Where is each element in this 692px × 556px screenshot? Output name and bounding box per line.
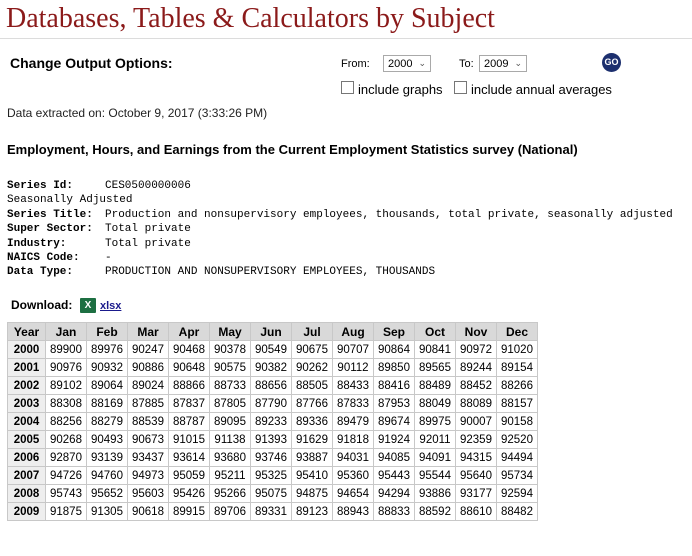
- data-extracted-text: Data extracted on: October 9, 2017 (3:33:26 PM): [7, 106, 268, 120]
- value-cell: 90112: [333, 359, 374, 377]
- value-cell: 88279: [87, 413, 128, 431]
- to-year-select[interactable]: [479, 55, 527, 72]
- value-cell: 95266: [210, 485, 251, 503]
- value-cell: 91138: [210, 431, 251, 449]
- value-cell: 88089: [456, 395, 497, 413]
- value-cell: 93887: [292, 449, 333, 467]
- chevron-down-icon: ⌄: [418, 58, 426, 68]
- value-cell: 90158: [497, 413, 538, 431]
- value-cell: 95075: [251, 485, 292, 503]
- value-cell: 89064: [87, 377, 128, 395]
- value-cell: 90648: [169, 359, 210, 377]
- value-cell: 93886: [415, 485, 456, 503]
- value-cell: 95059: [169, 467, 210, 485]
- to-label: To:: [459, 58, 474, 70]
- value-cell: 88049: [415, 395, 456, 413]
- seasonal-row: [7, 193, 673, 207]
- value-cell: 88489: [415, 377, 456, 395]
- include-annual-averages-label: include annual averages: [471, 82, 612, 97]
- value-cell: 90247: [128, 341, 169, 359]
- industry-row: [7, 237, 673, 251]
- value-cell: 94494: [497, 449, 538, 467]
- include-graphs-checkbox[interactable]: [341, 81, 354, 94]
- meta-value: Total private: [105, 223, 191, 236]
- to-year-value: 2009: [484, 58, 509, 70]
- download-label: Download:: [11, 298, 73, 312]
- value-cell: 93680: [210, 449, 251, 467]
- column-header-dec: Dec: [497, 323, 538, 341]
- value-cell: 92520: [497, 431, 538, 449]
- value-cell: 90575: [210, 359, 251, 377]
- value-cell: 89336: [292, 413, 333, 431]
- value-cell: 92359: [456, 431, 497, 449]
- row-year-cell: 2004: [8, 413, 46, 431]
- title-divider: [0, 38, 692, 39]
- value-cell: 94726: [46, 467, 87, 485]
- value-cell: 91305: [87, 503, 128, 521]
- meta-value: Total private: [105, 237, 191, 250]
- from-year-value: 2000: [388, 58, 413, 70]
- value-cell: 95426: [169, 485, 210, 503]
- value-cell: 88610: [456, 503, 497, 521]
- value-cell: 93746: [251, 449, 292, 467]
- column-header-aug: Aug: [333, 323, 374, 341]
- value-cell: 93614: [169, 449, 210, 467]
- value-cell: 94875: [292, 485, 333, 503]
- row-year-cell: 2005: [8, 431, 46, 449]
- data-table: [7, 322, 538, 521]
- meta-key: Series Id:: [7, 180, 74, 192]
- value-cell: 95603: [128, 485, 169, 503]
- meta-value: Seasonally Adjusted: [7, 194, 133, 207]
- change-output-options-label: Change Output Options:: [10, 55, 173, 71]
- value-cell: 88733: [210, 377, 251, 395]
- value-cell: 88452: [456, 377, 497, 395]
- column-header-may: May: [210, 323, 251, 341]
- value-cell: 88433: [333, 377, 374, 395]
- value-cell: 95410: [292, 467, 333, 485]
- value-cell: 88482: [497, 503, 538, 521]
- value-cell: 89095: [210, 413, 251, 431]
- value-cell: 94091: [415, 449, 456, 467]
- meta-key: Industry:: [7, 237, 67, 250]
- value-cell: 88266: [497, 377, 538, 395]
- column-header-sep: Sep: [374, 323, 415, 341]
- data-type-row: [7, 265, 673, 279]
- value-cell: 95544: [415, 467, 456, 485]
- survey-title: Employment, Hours, and Earnings from the Current Employment Statistics survey (National): [7, 142, 578, 157]
- value-cell: 90382: [251, 359, 292, 377]
- value-cell: 88833: [374, 503, 415, 521]
- row-year-cell: 2007: [8, 467, 46, 485]
- column-header-apr: Apr: [169, 323, 210, 341]
- chevron-down-icon: ⌄: [514, 58, 522, 68]
- value-cell: 87885: [128, 395, 169, 413]
- column-header-year: Year: [8, 323, 46, 341]
- series-metadata: [7, 179, 673, 280]
- meta-value: Production and nonsupervisory employees, thousands, total private, seasonally adjusted: [105, 208, 673, 221]
- value-cell: 88943: [333, 503, 374, 521]
- table-row: [8, 449, 538, 467]
- value-cell: 89915: [169, 503, 210, 521]
- value-cell: 90675: [292, 341, 333, 359]
- column-header-feb: Feb: [87, 323, 128, 341]
- from-label: From:: [341, 58, 370, 70]
- value-cell: 92011: [415, 431, 456, 449]
- value-cell: 91818: [333, 431, 374, 449]
- value-cell: 88416: [374, 377, 415, 395]
- value-cell: 93177: [456, 485, 497, 503]
- value-cell: 87790: [251, 395, 292, 413]
- value-cell: 89024: [128, 377, 169, 395]
- value-cell: 90493: [87, 431, 128, 449]
- value-cell: 91924: [374, 431, 415, 449]
- column-header-nov: Nov: [456, 323, 497, 341]
- table-row: [8, 485, 538, 503]
- value-cell: 90468: [169, 341, 210, 359]
- row-year-cell: 2001: [8, 359, 46, 377]
- value-cell: 88308: [46, 395, 87, 413]
- value-cell: 89900: [46, 341, 87, 359]
- value-cell: 91015: [169, 431, 210, 449]
- value-cell: 94315: [456, 449, 497, 467]
- value-cell: 89102: [46, 377, 87, 395]
- value-cell: 87953: [374, 395, 415, 413]
- table-row: [8, 467, 538, 485]
- value-cell: 88505: [292, 377, 333, 395]
- value-cell: 95443: [374, 467, 415, 485]
- value-cell: 88256: [46, 413, 87, 431]
- value-cell: 95652: [87, 485, 128, 503]
- row-year-cell: 2008: [8, 485, 46, 503]
- value-cell: 89244: [456, 359, 497, 377]
- value-cell: 90007: [456, 413, 497, 431]
- value-cell: 94294: [374, 485, 415, 503]
- value-cell: 89154: [497, 359, 538, 377]
- value-cell: 87805: [210, 395, 251, 413]
- meta-value: CES0500000006: [105, 180, 191, 192]
- value-cell: 89479: [333, 413, 374, 431]
- value-cell: 94973: [128, 467, 169, 485]
- column-header-jul: Jul: [292, 323, 333, 341]
- series-id-row: [7, 179, 673, 193]
- table-row: [8, 431, 538, 449]
- value-cell: 89565: [415, 359, 456, 377]
- value-cell: 90268: [46, 431, 87, 449]
- value-cell: 89850: [374, 359, 415, 377]
- column-header-oct: Oct: [415, 323, 456, 341]
- value-cell: 90549: [251, 341, 292, 359]
- meta-key: Super Sector:: [7, 223, 93, 236]
- value-cell: 90972: [456, 341, 497, 359]
- value-cell: 90932: [87, 359, 128, 377]
- value-cell: 90976: [46, 359, 87, 377]
- table-row: [8, 413, 538, 431]
- value-cell: 88787: [169, 413, 210, 431]
- value-cell: 88169: [87, 395, 128, 413]
- value-cell: 88656: [251, 377, 292, 395]
- value-cell: 87837: [169, 395, 210, 413]
- value-cell: 88592: [415, 503, 456, 521]
- value-cell: 91393: [251, 431, 292, 449]
- value-cell: 95360: [333, 467, 374, 485]
- row-year-cell: 2009: [8, 503, 46, 521]
- page-title: Databases, Tables & Calculators by Subject: [6, 3, 495, 34]
- row-year-cell: 2006: [8, 449, 46, 467]
- meta-key: NAICS Code:: [7, 251, 80, 264]
- value-cell: 94085: [374, 449, 415, 467]
- value-cell: 90886: [128, 359, 169, 377]
- value-cell: 91020: [497, 341, 538, 359]
- super-sector-row: [7, 222, 673, 236]
- table-header-row: [8, 323, 538, 341]
- row-year-cell: 2002: [8, 377, 46, 395]
- go-button[interactable]: GO: [602, 53, 621, 72]
- value-cell: 88866: [169, 377, 210, 395]
- value-cell: 87833: [333, 395, 374, 413]
- value-cell: 90864: [374, 341, 415, 359]
- table-body: [8, 341, 538, 521]
- naics-code-row: [7, 251, 673, 265]
- column-header-jan: Jan: [46, 323, 87, 341]
- series-title-row: [7, 208, 673, 222]
- value-cell: 94654: [333, 485, 374, 503]
- xlsx-download-link[interactable]: xlsx: [100, 300, 122, 312]
- table-row: [8, 377, 538, 395]
- value-cell: 95325: [251, 467, 292, 485]
- row-year-cell: 2003: [8, 395, 46, 413]
- value-cell: 89976: [87, 341, 128, 359]
- value-cell: 89706: [210, 503, 251, 521]
- value-cell: 93437: [128, 449, 169, 467]
- value-cell: 89331: [251, 503, 292, 521]
- value-cell: 90707: [333, 341, 374, 359]
- meta-value: -: [105, 251, 112, 264]
- table-row: [8, 359, 538, 377]
- meta-value: PRODUCTION AND NONSUPERVISORY EMPLOYEES, THOUSANDS: [105, 266, 436, 279]
- row-year-cell: 2000: [8, 341, 46, 359]
- value-cell: 88539: [128, 413, 169, 431]
- value-cell: 90841: [415, 341, 456, 359]
- include-graphs-label: include graphs: [358, 82, 443, 97]
- excel-icon[interactable]: X: [80, 298, 96, 313]
- value-cell: 92870: [46, 449, 87, 467]
- value-cell: 90673: [128, 431, 169, 449]
- value-cell: 91629: [292, 431, 333, 449]
- include-annual-averages-checkbox[interactable]: [454, 81, 467, 94]
- table-row: [8, 395, 538, 413]
- from-year-select[interactable]: [383, 55, 431, 72]
- value-cell: 92594: [497, 485, 538, 503]
- value-cell: 95211: [210, 467, 251, 485]
- value-cell: 90378: [210, 341, 251, 359]
- value-cell: 91875: [46, 503, 87, 521]
- value-cell: 88157: [497, 395, 538, 413]
- value-cell: 90618: [128, 503, 169, 521]
- meta-key: Series Title:: [7, 208, 93, 221]
- value-cell: 95743: [46, 485, 87, 503]
- value-cell: 93139: [87, 449, 128, 467]
- value-cell: 95734: [497, 467, 538, 485]
- value-cell: 94760: [87, 467, 128, 485]
- table-row: [8, 341, 538, 359]
- column-header-jun: Jun: [251, 323, 292, 341]
- value-cell: 94031: [333, 449, 374, 467]
- value-cell: 89233: [251, 413, 292, 431]
- value-cell: 89674: [374, 413, 415, 431]
- table-row: [8, 503, 538, 521]
- column-header-mar: Mar: [128, 323, 169, 341]
- value-cell: 87766: [292, 395, 333, 413]
- value-cell: 89975: [415, 413, 456, 431]
- value-cell: 95640: [456, 467, 497, 485]
- meta-key: Data Type:: [7, 266, 74, 279]
- value-cell: 89123: [292, 503, 333, 521]
- value-cell: 90262: [292, 359, 333, 377]
